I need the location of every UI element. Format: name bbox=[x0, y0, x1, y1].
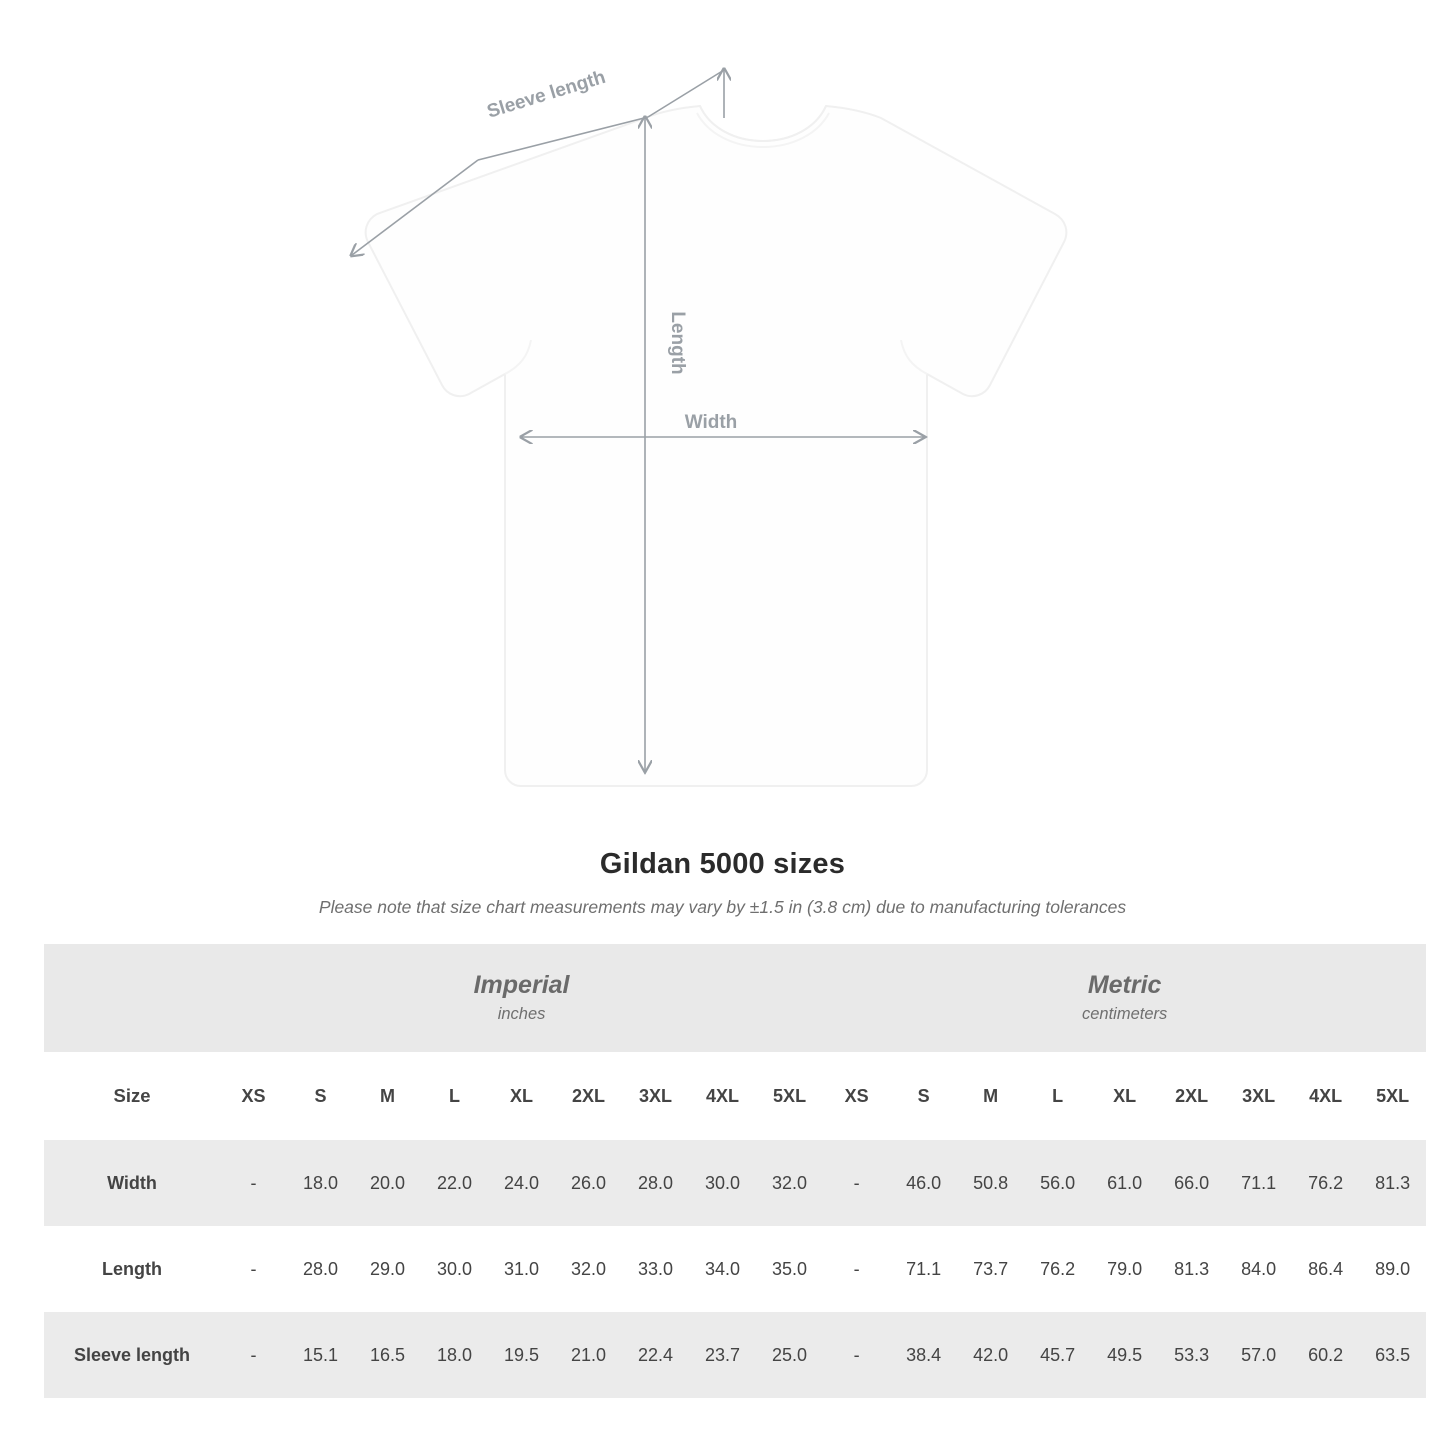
row-label-sleeve-length: Sleeve length bbox=[44, 1312, 220, 1398]
unit-name-metric: Metric bbox=[1087, 971, 1162, 1000]
cell-length-imperial-xl: 31.0 bbox=[488, 1226, 555, 1312]
header-size-imperial-l: L bbox=[421, 1052, 488, 1140]
cell-length-imperial-2xl: 32.0 bbox=[555, 1226, 622, 1312]
cell-width-imperial-l: 22.0 bbox=[421, 1140, 488, 1226]
cell-width-imperial-2xl: 26.0 bbox=[555, 1140, 622, 1226]
table-row bbox=[44, 1140, 1426, 1226]
length-label: Length bbox=[667, 311, 688, 375]
cell-width-metric-3xl: 71.1 bbox=[1225, 1140, 1292, 1226]
size-table-wrap bbox=[0, 944, 1445, 1398]
header-size-metric-2xl: 2XL bbox=[1158, 1052, 1225, 1140]
header-size-label: Size bbox=[44, 1052, 220, 1140]
cell-length-metric-5xl: 89.0 bbox=[1359, 1226, 1426, 1312]
unit-sub-metric: centimeters bbox=[1082, 1004, 1168, 1023]
cell-length-metric-l: 76.2 bbox=[1024, 1226, 1091, 1312]
cell-sleeve-imperial-xs: - bbox=[220, 1312, 287, 1398]
cell-sleeve-metric-l: 45.7 bbox=[1024, 1312, 1091, 1398]
cell-length-imperial-5xl: 35.0 bbox=[756, 1226, 823, 1312]
header-size-imperial-xs: XS bbox=[220, 1052, 287, 1140]
header-size-metric-l: L bbox=[1024, 1052, 1091, 1140]
cell-length-metric-4xl: 86.4 bbox=[1292, 1226, 1359, 1312]
cell-sleeve-metric-2xl: 53.3 bbox=[1158, 1312, 1225, 1398]
header-size-imperial-xl: XL bbox=[488, 1052, 555, 1140]
cell-width-metric-s: 46.0 bbox=[890, 1140, 957, 1226]
cell-length-imperial-xs: - bbox=[220, 1226, 287, 1312]
cell-sleeve-metric-s: 38.4 bbox=[890, 1312, 957, 1398]
cell-length-imperial-3xl: 33.0 bbox=[622, 1226, 689, 1312]
header-size-imperial-m: M bbox=[354, 1052, 421, 1140]
unit-sub-imperial: inches bbox=[497, 1004, 546, 1023]
header-size-metric-4xl: 4XL bbox=[1292, 1052, 1359, 1140]
cell-width-metric-xl: 61.0 bbox=[1091, 1140, 1158, 1226]
cell-width-metric-xs: - bbox=[823, 1140, 890, 1226]
header-size-metric-5xl: 5XL bbox=[1359, 1052, 1426, 1140]
unit-header-row bbox=[44, 944, 1426, 1052]
cell-length-metric-3xl: 84.0 bbox=[1225, 1226, 1292, 1312]
cell-sleeve-imperial-5xl: 25.0 bbox=[756, 1312, 823, 1398]
cell-width-metric-5xl: 81.3 bbox=[1359, 1140, 1426, 1226]
cell-sleeve-metric-3xl: 57.0 bbox=[1225, 1312, 1292, 1398]
cell-width-metric-l: 56.0 bbox=[1024, 1140, 1091, 1226]
cell-length-imperial-l: 30.0 bbox=[421, 1226, 488, 1312]
unit-name-imperial: Imperial bbox=[473, 971, 570, 1000]
table-row bbox=[44, 1226, 1426, 1312]
page-title: Gildan 5000 sizes bbox=[599, 848, 846, 880]
sleeve-length-label: Sleeve length bbox=[484, 66, 609, 123]
row-label-length: Length bbox=[44, 1226, 220, 1312]
cell-width-metric-m: 50.8 bbox=[957, 1140, 1024, 1226]
size-table bbox=[44, 944, 1426, 1398]
cell-width-metric-2xl: 66.0 bbox=[1158, 1140, 1225, 1226]
cell-sleeve-imperial-m: 16.5 bbox=[354, 1312, 421, 1398]
header-size-metric-s: S bbox=[890, 1052, 957, 1140]
cell-sleeve-metric-m: 42.0 bbox=[957, 1312, 1024, 1398]
cell-sleeve-imperial-xl: 19.5 bbox=[488, 1312, 555, 1398]
row-label-width: Width bbox=[44, 1140, 220, 1226]
cell-length-imperial-m: 29.0 bbox=[354, 1226, 421, 1312]
header-size-imperial-4xl: 4XL bbox=[689, 1052, 756, 1140]
cell-sleeve-imperial-4xl: 23.7 bbox=[689, 1312, 756, 1398]
cell-width-imperial-m: 20.0 bbox=[354, 1140, 421, 1226]
cell-length-metric-xl: 79.0 bbox=[1091, 1226, 1158, 1312]
tshirt-shape bbox=[366, 106, 1067, 786]
cell-width-imperial-4xl: 30.0 bbox=[689, 1140, 756, 1226]
cell-length-metric-s: 71.1 bbox=[890, 1226, 957, 1312]
cell-length-metric-xs: - bbox=[823, 1226, 890, 1312]
cell-length-imperial-4xl: 34.0 bbox=[689, 1226, 756, 1312]
cell-width-imperial-5xl: 32.0 bbox=[756, 1140, 823, 1226]
cell-width-imperial-s: 18.0 bbox=[287, 1140, 354, 1226]
cell-sleeve-metric-4xl: 60.2 bbox=[1292, 1312, 1359, 1398]
cell-sleeve-imperial-3xl: 22.4 bbox=[622, 1312, 689, 1398]
header-size-imperial-s: S bbox=[287, 1052, 354, 1140]
cell-sleeve-metric-xs: - bbox=[823, 1312, 890, 1398]
unit-group-imperial bbox=[220, 944, 823, 1052]
title-block bbox=[0, 830, 1445, 918]
cell-sleeve-imperial-l: 18.0 bbox=[421, 1312, 488, 1398]
header-size-imperial-3xl: 3XL bbox=[622, 1052, 689, 1140]
header-size-metric-xl: XL bbox=[1091, 1052, 1158, 1140]
cell-sleeve-imperial-2xl: 21.0 bbox=[555, 1312, 622, 1398]
cell-sleeve-imperial-s: 15.1 bbox=[287, 1312, 354, 1398]
header-size-imperial-2xl: 2XL bbox=[555, 1052, 622, 1140]
cell-width-imperial-xl: 24.0 bbox=[488, 1140, 555, 1226]
cell-length-metric-m: 73.7 bbox=[957, 1226, 1024, 1312]
cell-sleeve-metric-5xl: 63.5 bbox=[1359, 1312, 1426, 1398]
tolerance-note: Please note that size chart measurements may vary by ±1.5 in (3.8 cm) due to manufacturing tolerances bbox=[318, 897, 1127, 917]
cell-width-imperial-3xl: 28.0 bbox=[622, 1140, 689, 1226]
table-row bbox=[44, 1312, 1426, 1398]
cell-length-imperial-s: 28.0 bbox=[287, 1226, 354, 1312]
header-size-metric-xs: XS bbox=[823, 1052, 890, 1140]
header-size-metric-m: M bbox=[957, 1052, 1024, 1140]
cell-width-imperial-xs: - bbox=[220, 1140, 287, 1226]
width-label: Width bbox=[684, 412, 738, 433]
cell-length-metric-2xl: 81.3 bbox=[1158, 1226, 1225, 1312]
size-header-row bbox=[44, 1052, 1426, 1140]
header-size-metric-3xl: 3XL bbox=[1225, 1052, 1292, 1140]
header-size-imperial-5xl: 5XL bbox=[756, 1052, 823, 1140]
cell-width-metric-4xl: 76.2 bbox=[1292, 1140, 1359, 1226]
unit-group-metric bbox=[823, 944, 1426, 1052]
cell-sleeve-metric-xl: 49.5 bbox=[1091, 1312, 1158, 1398]
unit-header-blank bbox=[44, 944, 220, 1052]
